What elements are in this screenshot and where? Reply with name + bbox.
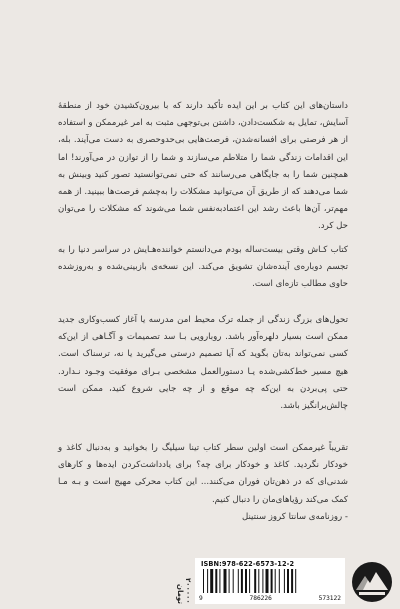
paragraph-text: داستان‌های این کتاب بر این ایده تأکید دارند که با بیرون‌کشیدن خود از منطقهٔ آسایش، تمایل به شکست‌دادن، داشتن بی‌توجهی مثبت به امر غیرممکن و استفاده از هر فرصتی برای افسانه‌شدن، فرصت‌هایی بی‌حدوحصری به دست می‌آیند. بله، این اقدامات زندگی شما را متلاطم می‌سازند و شما را از توازن در می‌آورند! اما همچنین شما را به جایگاهی می‌رسانند که حتی نمی‌توانستید تصور کنید وبینش به شما می‌دهند که از طریق آن می‌توانید مشکلات را به‌چشم فرصت‌ها ببینید. از همه مهم‌تر، آن‌ها باعث رشد این اعتمادبه‌نفس شما می‌شوند که مشکلات را می‌توان حل کرد. <box>58 101 348 232</box>
publisher-mountain-logo <box>350 560 394 604</box>
barcode-digit-group: 786226 <box>249 595 272 602</box>
back-cover-paragraph-2 <box>58 242 348 294</box>
back-cover-quote <box>58 440 348 526</box>
paragraph-text: کتاب کـاش وقتی بیست‌ساله بودم می‌دانستم خواننده‌هـایش در سراسر دنیا را به تجسم دوباره‌ی آینده‌شان تشویق می‌کند. این نسخه‌ی بازبینی‌شده و به‌روزشده حاوی مطالب تازه‌ای است. <box>58 245 348 290</box>
quote-text: تقریباً غیرممکن است اولین سطر کتاب تینا سیلیگ را بخوانید و به‌دنبال کاغذ و خودکار نگردید. کاغذ و خودکار برای چه؟ برای یادداشت‌کردن ایده‌ها و کارهای شدنی‌ای که در ذهن‌تان فوران می‌کنند... این کتاب محرکی مهیج است و بـه مـا کمک می‌کند رؤیاهای‌مان را دنبال کنیم. - روزنامه‌ی سانتا کروز سنتینل <box>58 443 348 522</box>
back-cover-paragraph-1 <box>58 98 348 236</box>
price-label: ۲۰۰۰۰۰ تومان <box>176 578 192 604</box>
barcode-bars <box>203 569 339 593</box>
barcode-digits <box>199 595 341 602</box>
back-cover-paragraph-3 <box>58 312 348 415</box>
isbn-text: ISBN:978-622-6573-12-2 <box>201 560 295 568</box>
barcode-digit-group: 573122 <box>318 595 341 602</box>
paragraph-text: تحول‌های بزرگ زندگی از جمله ترک محیط امن مدرسه یا آغاز کسب‌وکاری جدید ممکن است بسیار دلهره‌آور باشد. روبارویی بـا سد تصمیمات و آگـاهی از این‌که کسی نمی‌تواند به‌تان بگوید که آیا تصمیم درستی می‌گیرید یا نه، ترسناک است. هیچ مسیر خط‌کشی‌شده یـا دستورالعمل مشخصی بـرای موفقیت وجـود نـدارد. حتی پی‌بردن به این‌که چه موقع و از چه جایی شروع کنید، ممکن است چالش‌برانگیز باشد. <box>58 315 348 412</box>
barcode-digit-group: 9 <box>199 595 203 602</box>
barcode <box>195 558 345 604</box>
